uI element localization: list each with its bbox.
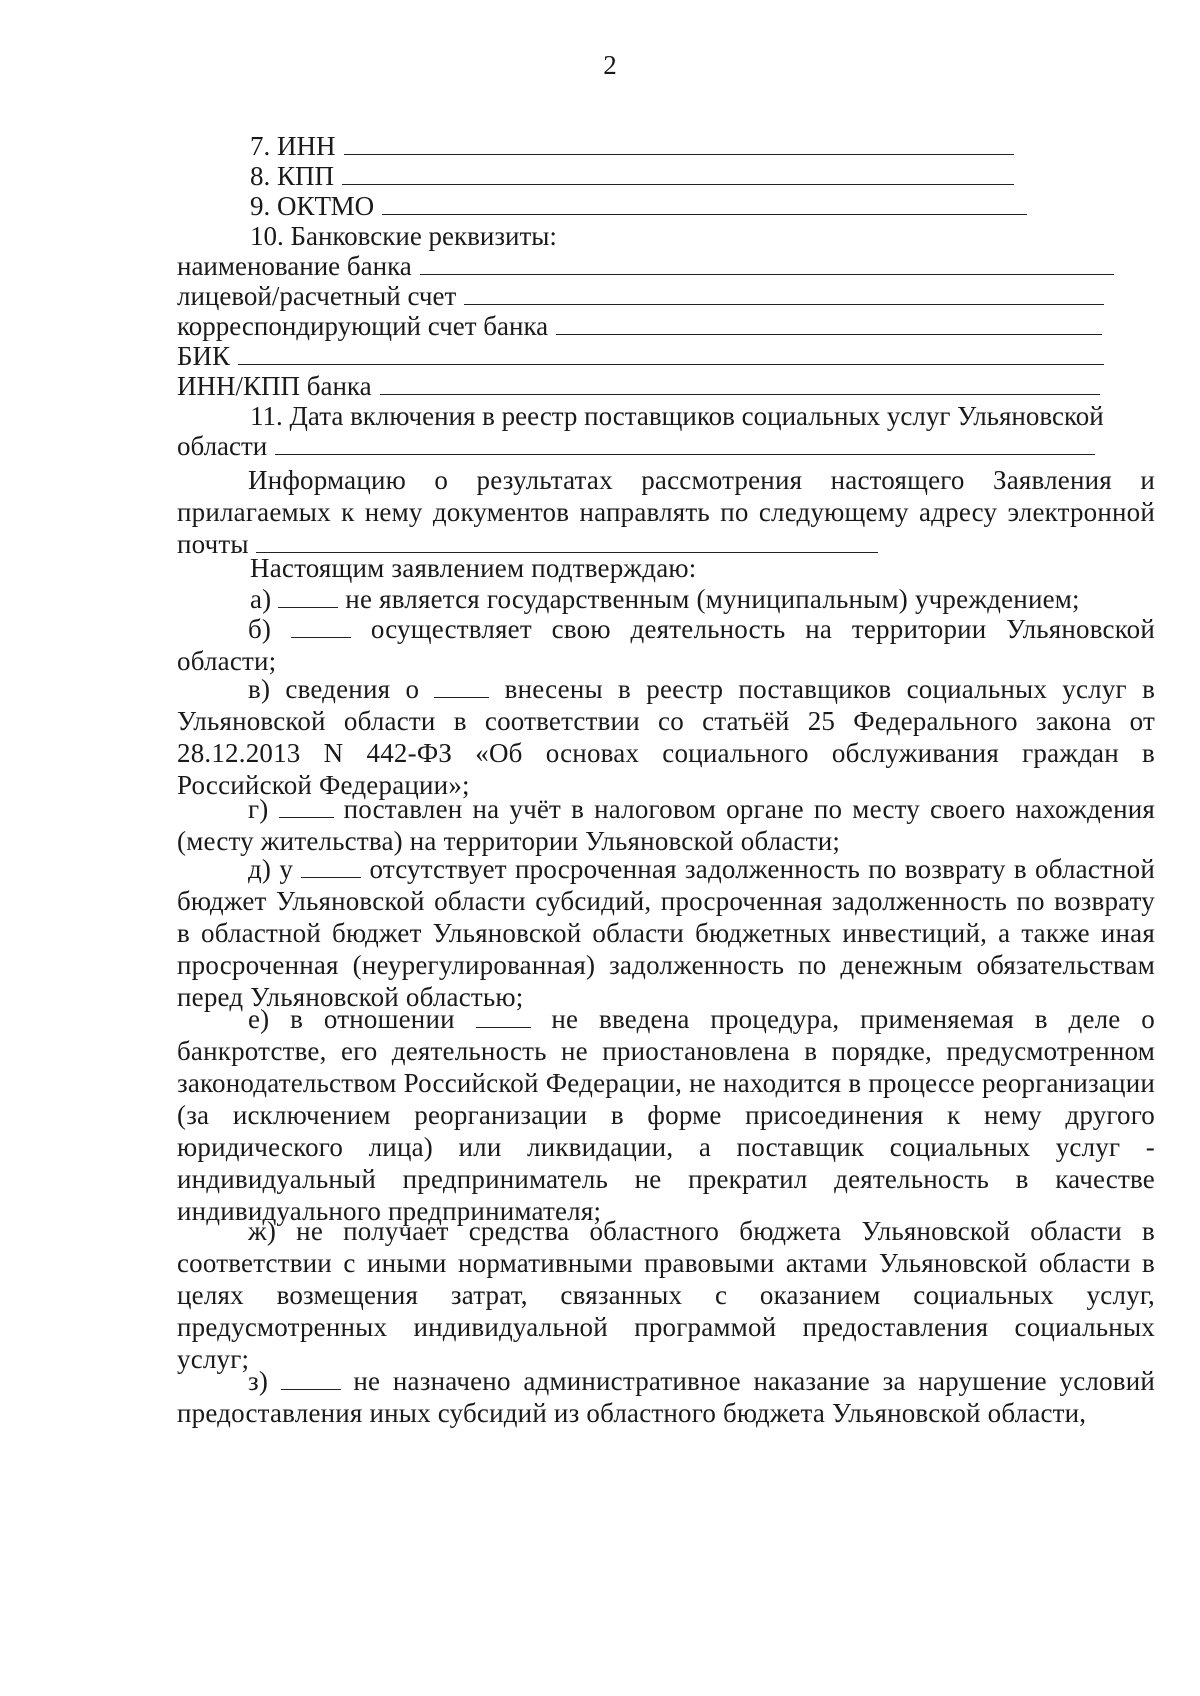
kpp-label: 8. КПП — [250, 161, 335, 191]
page-number: 2 — [603, 50, 617, 80]
item-z-blank[interactable] — [281, 1367, 341, 1390]
item-z-prefix: з) — [248, 1366, 269, 1396]
bik-field — [177, 340, 1104, 372]
corr-account-blank[interactable] — [556, 310, 1102, 335]
item-e-text: не введена процедура, применяемая в деле о банкротстве, его деятельность не приостановлена в порядке, предусмотренном законодательством Российской Федерации, не находится в процессе реорганизации (за исключением реорганизации в форме присоединения к нему другого юридического лица) или ликвидации, а поставщик социальных услуг - индивидуальный предприниматель не прекратил деятельность в качестве индивидуального предпринимателя; — [177, 1004, 1155, 1226]
bank-inn-kpp-field — [177, 370, 1100, 402]
item-a-prefix: а) — [250, 584, 272, 614]
bank-heading-label: 10. Банковские реквизиты: — [250, 221, 557, 251]
item-b-text: осуществляет свою деятельность на территории Ульяновской области; — [177, 614, 1155, 676]
oktmo-blank[interactable] — [382, 190, 1027, 215]
registry-date-blank[interactable] — [275, 430, 1095, 455]
item-d-prefix: д) у — [248, 854, 294, 884]
account-blank[interactable] — [464, 280, 1104, 305]
inn-field — [250, 130, 1014, 162]
item-v-prefix: в) сведения о — [248, 674, 420, 704]
item-v-text: внесены в реестр поставщиков социальных услуг в Ульяновской области в соответствии со статьёй 25 Федерального закона от 28.12.2013 N 442-ФЗ «Об основах социального обслуживания граждан в Российской Федерации»; — [177, 674, 1156, 800]
bik-blank[interactable] — [238, 340, 1104, 365]
item-e — [177, 1003, 1155, 1227]
item-d — [177, 853, 1155, 1013]
item-e-prefix: е) в отношении — [248, 1004, 455, 1034]
item-a-text: не является государственным (муниципальным) учреждением; — [345, 584, 1080, 614]
email-info-text: Информацию о результатах рассмотрения настоящего Заявления и прилагаемых к нему документов направлять по следующему адресу электронной почты — [177, 465, 1155, 559]
account-label: лицевой/расчетный счет — [177, 281, 457, 311]
bank-heading — [250, 220, 557, 252]
bank-inn-kpp-label: ИНН/КПП банка — [177, 371, 372, 401]
item-v — [177, 673, 1155, 801]
item-b — [177, 613, 1155, 677]
item-z-text: не назначено административное наказание за нарушение условий предоставления иных субсидий из областного бюджета Ульяновской области, — [177, 1366, 1156, 1428]
bank-name-blank[interactable] — [420, 250, 1114, 275]
bank-inn-kpp-blank[interactable] — [380, 370, 1100, 395]
item-zh — [177, 1215, 1155, 1375]
corr-account-label: корреспондирующий счет банка — [177, 311, 549, 341]
kpp-field — [250, 160, 1014, 192]
registry-date-field — [177, 430, 1095, 462]
inn-label: 7. ИНН — [250, 131, 336, 161]
kpp-blank[interactable] — [342, 160, 1014, 185]
corr-account-field — [177, 310, 1102, 342]
registry-date-line1 — [250, 400, 1104, 432]
item-g-prefix: г) — [248, 794, 269, 824]
email-info-paragraph — [177, 464, 1155, 560]
account-field — [177, 280, 1104, 312]
item-z — [177, 1365, 1155, 1429]
item-g-blank[interactable] — [279, 795, 334, 818]
item-b-prefix: б) — [248, 614, 272, 644]
bank-name-label: наименование банка — [177, 251, 412, 281]
oktmo-label: 9. ОКТМО — [250, 191, 375, 221]
bank-name-field — [177, 250, 1114, 282]
item-a — [250, 583, 1200, 615]
item-zh-text: ж) не получает средства областного бюджета Ульяновской области в соответствии с иными нормативными правовыми актами Ульяновской области в целях возмещения затрат, связанных с оказанием социальных услуг, предусмотренных индивидуальной программой предоставления социальных услуг; — [177, 1216, 1155, 1374]
email-blank[interactable] — [256, 530, 878, 553]
item-v-blank[interactable] — [434, 675, 489, 698]
oktmo-field — [250, 190, 1027, 222]
inn-blank[interactable] — [344, 130, 1014, 155]
item-d-blank[interactable] — [301, 855, 361, 878]
item-e-blank[interactable] — [476, 1005, 531, 1028]
registry-date-text: 11. Дата включения в реестр поставщиков социальных услуг Ульяновской — [250, 401, 1104, 431]
item-b-blank[interactable] — [291, 615, 351, 638]
item-d-text: отсутствует просроченная задолженность по возврату в областной бюджет Ульяновской области субсидий, просроченная задолженность по возврату в областной бюджет Ульяновской области бюджетных инвестиций, а также иная просроченная (неурегулированная) задолженность по денежным обязательствам перед Ульяновской областью; — [177, 854, 1155, 1012]
item-a-blank[interactable] — [278, 585, 338, 608]
item-g-text: поставлен на учёт в налоговом органе по месту своего нахождения (месту жительства) на территории Ульяновской области; — [177, 794, 1155, 856]
item-g — [177, 793, 1155, 857]
bik-label: БИК — [177, 341, 231, 371]
confirm-heading: Настоящим заявлением подтверждаю: — [250, 553, 697, 583]
registry-date-label: области — [177, 431, 268, 461]
